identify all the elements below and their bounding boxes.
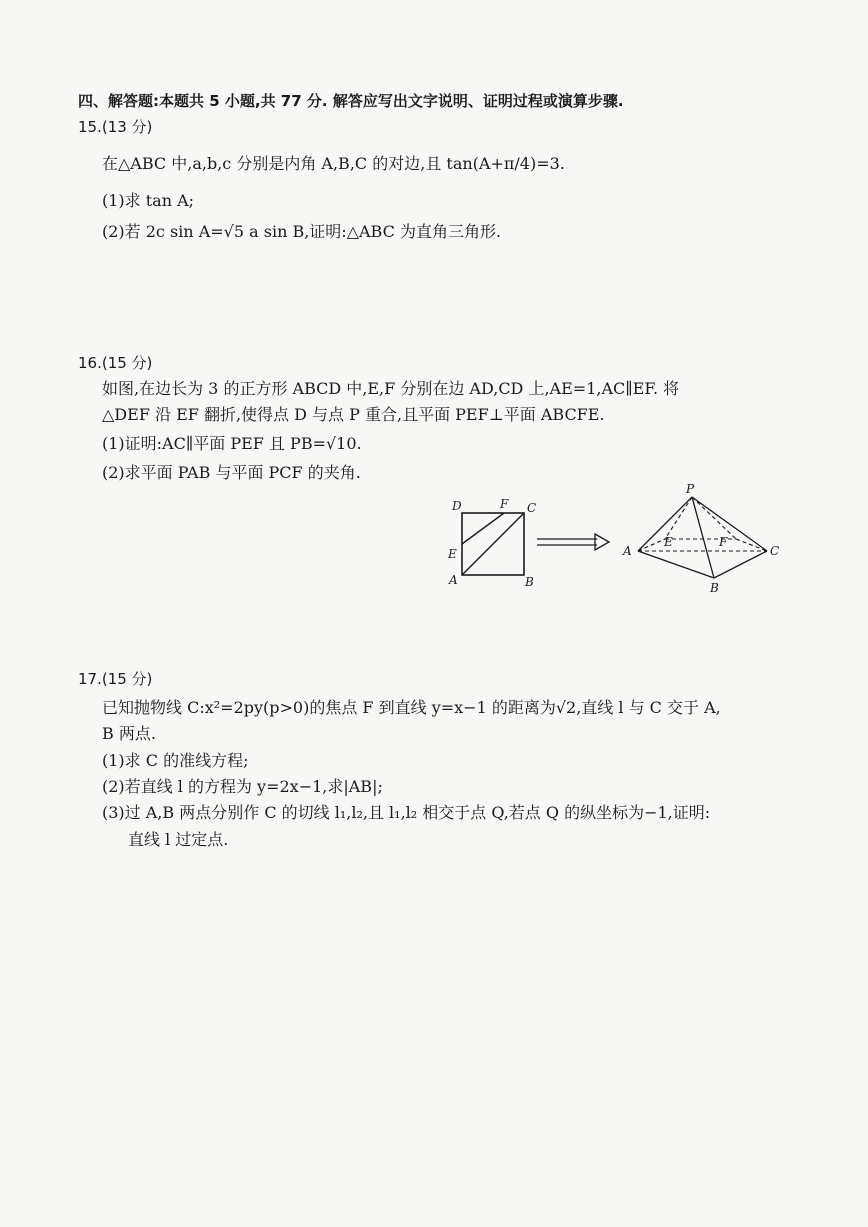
problem-17-number: 17.(15 分) xyxy=(78,670,153,688)
problem-16-statement-line-1: 如图,在边长为 3 的正方形 ABCD 中,E,F 分别在边 AD,CD 上,AE=1,AC∥EF. 将 xyxy=(102,379,680,398)
fold-arrow-icon xyxy=(537,534,609,550)
problem-17-statement-line-1: 已知抛物线 C:x²=2py(p>0)的焦点 F 到直线 y=x−1 的距离为√2,直线 l 与 C 交于 A, xyxy=(102,698,721,717)
problem-15-part-2: (2)若 2c sin A=√5 a sin B,证明:△ABC 为直角三角形. xyxy=(102,222,502,241)
label-c-pyramid: C xyxy=(770,544,780,558)
problem-15-number: 15.(13 分) xyxy=(78,118,153,136)
problem-17-part-3-continued: 直线 l 过定点. xyxy=(128,830,229,849)
label-e: E xyxy=(448,547,457,561)
label-f-pyramid: F xyxy=(719,535,728,549)
label-p: P xyxy=(686,482,695,496)
problem-17-part-3: (3)过 A,B 两点分别作 C 的切线 l₁,l₂,且 l₁,l₂ 相交于点 Q,若点 Q 的纵坐标为−1,证明: xyxy=(102,803,711,822)
problem-16-statement-line-2: △DEF 沿 EF 翻折,使得点 D 与点 P 重合,且平面 PEF⊥平面 ABCFE. xyxy=(102,405,605,424)
section-heading: 四、解答题:本题共 5 小题,共 77 分. 解答应写出文字说明、证明过程或演算步骤. xyxy=(78,92,624,110)
problem-16-number: 16.(15 分) xyxy=(78,354,153,372)
label-c: C xyxy=(527,501,537,515)
label-e-pyramid: E xyxy=(664,535,673,549)
problem-16-figure xyxy=(440,482,790,600)
label-a: A xyxy=(449,573,458,587)
label-b: B xyxy=(525,575,534,589)
label-f: F xyxy=(500,497,509,511)
problem-16-part-1: (1)证明:AC∥平面 PEF 且 PB=√10. xyxy=(102,434,362,453)
segment-ac-diagonal xyxy=(462,513,524,575)
problem-15-part-1: (1)求 tan A; xyxy=(102,191,195,210)
label-b-pyramid: B xyxy=(710,581,719,595)
problem-16-part-2: (2)求平面 PAB 与平面 PCF 的夹角. xyxy=(102,463,361,482)
pyramid-pabcfe xyxy=(638,497,767,578)
problem-17-part-1: (1)求 C 的准线方程; xyxy=(102,751,249,770)
problem-17-part-2: (2)若直线 l 的方程为 y=2x−1,求|AB|; xyxy=(102,777,383,796)
label-a-pyramid: A xyxy=(623,544,632,558)
label-d: D xyxy=(452,499,462,513)
problem-15-statement: 在△ABC 中,a,b,c 分别是内角 A,B,C 的对边,且 tan(A+π/4)=3. xyxy=(102,154,565,173)
problem-17-statement-line-2: B 两点. xyxy=(102,724,156,743)
